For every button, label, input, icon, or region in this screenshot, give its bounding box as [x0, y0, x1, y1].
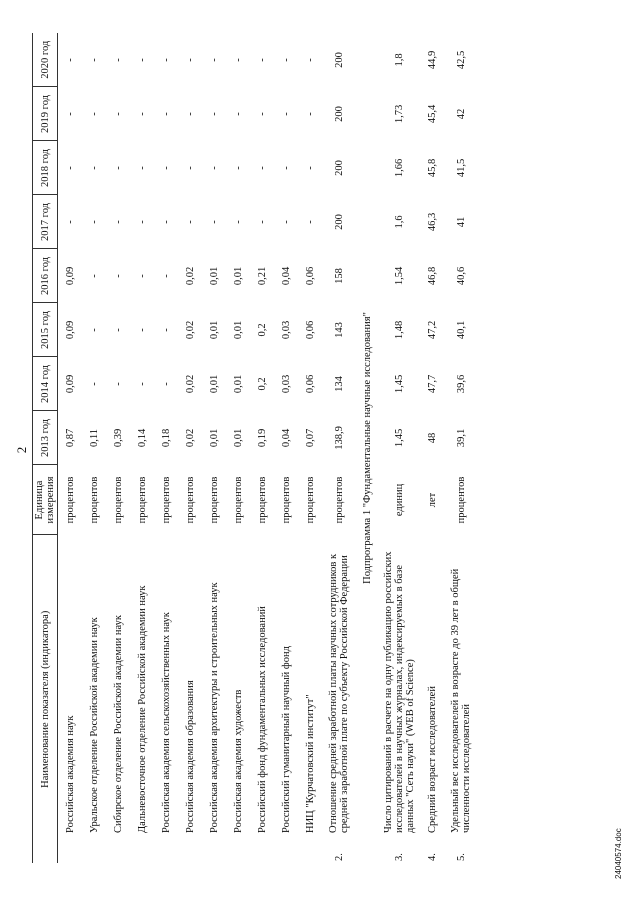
header-year: 2016 год [33, 249, 58, 303]
row-name: Уральское отделение Российской академии наук [88, 617, 100, 833]
row-value: - [184, 220, 196, 224]
row-number [250, 835, 274, 863]
row-value: - [232, 112, 244, 116]
row-value: - [64, 58, 76, 62]
table-row [202, 33, 226, 863]
row-number [82, 835, 106, 863]
row-value: 0,14 [136, 428, 148, 448]
row-value: - [184, 58, 196, 62]
row-value: 39,6 [455, 374, 467, 394]
row-value: - [160, 382, 172, 386]
row-value: - [232, 166, 244, 170]
row-value: 1,45 [393, 428, 405, 448]
row-value: - [208, 58, 220, 62]
row-value: - [88, 112, 100, 116]
header-year: 2017 год [33, 195, 58, 249]
row-value: 47,2 [426, 320, 438, 340]
row-number [178, 835, 202, 863]
row-number [58, 835, 83, 863]
row-value: - [184, 166, 196, 170]
header-year: 2014 год [33, 357, 58, 411]
row-value: 42 [455, 108, 467, 120]
row-value: - [160, 220, 172, 224]
row-unit: процентов [88, 476, 100, 524]
table-row [58, 33, 83, 863]
table-row [378, 33, 420, 863]
row-number [298, 835, 322, 863]
table-row [322, 33, 356, 863]
row-value: 134 [333, 376, 345, 392]
row-value: - [112, 274, 124, 278]
table-row [226, 33, 250, 863]
row-value: - [88, 166, 100, 170]
row-value: 1,6 [393, 215, 405, 229]
row-value: - [256, 58, 268, 62]
row-value: 0,09 [64, 266, 76, 286]
table-row [130, 33, 154, 863]
row-unit: процентов [112, 476, 124, 524]
row-name: Число цитирований в расчете на одну публикацию российских исследователей в научных журналах, индексируемых в базе данных "Сеть науки" (WEB of Science) [382, 551, 416, 833]
row-value: 0,2 [256, 323, 268, 337]
indicators-table [32, 33, 478, 863]
row-value: - [160, 58, 172, 62]
row-value: - [136, 328, 148, 332]
row-unit: единиц [393, 483, 405, 517]
header-year: 2015 год [33, 303, 58, 357]
table-row [178, 33, 202, 863]
row-value: 45,4 [426, 104, 438, 124]
row-unit: процентов [208, 476, 220, 524]
row-value: 40,1 [455, 320, 467, 340]
subprogram-section [356, 33, 378, 863]
row-value: 44,9 [426, 50, 438, 70]
row-name: Российский фонд фундаментальных исследований [256, 606, 268, 833]
row-value: 0,2 [256, 377, 268, 391]
table-row [82, 33, 106, 863]
row-name: Российский гуманитарный научный фонд [280, 646, 292, 833]
row-value: - [64, 166, 76, 170]
header-unit: Единица измерения [33, 465, 58, 535]
row-value: - [136, 220, 148, 224]
row-value: 0,39 [112, 428, 124, 448]
row-name: Российская академия сельскохозяйственных наук [160, 612, 172, 833]
row-value: 1,8 [393, 53, 405, 67]
row-value: - [88, 328, 100, 332]
row-value: - [160, 166, 172, 170]
row-value: 0,03 [280, 374, 292, 394]
row-name: НИЦ "Курчатовский институт" [304, 694, 316, 833]
row-value: 0,87 [64, 428, 76, 448]
row-value: 0,21 [256, 266, 268, 286]
row-value: 0,02 [184, 320, 196, 340]
row-value: - [232, 58, 244, 62]
row-number: 4. [426, 853, 438, 861]
row-value: 158 [333, 268, 345, 284]
table-row [420, 33, 444, 863]
row-value: 0,09 [64, 320, 76, 340]
row-value: 0,02 [184, 266, 196, 286]
row-value: 1,45 [393, 374, 405, 394]
row-value: - [160, 112, 172, 116]
row-unit: процентов [455, 476, 467, 524]
row-value: - [136, 112, 148, 116]
row-value: - [304, 112, 316, 116]
row-value: - [88, 274, 100, 278]
row-value: 0,04 [280, 266, 292, 286]
subprogram-title: Подпрограмма 1 "Фундаментальные научные исследования" [361, 312, 373, 584]
row-value: 0,18 [160, 428, 172, 448]
row-value: - [304, 166, 316, 170]
row-value: - [280, 220, 292, 224]
row-value: - [280, 58, 292, 62]
row-value: - [208, 166, 220, 170]
row-number: 5. [455, 853, 467, 861]
row-value: 1,54 [393, 266, 405, 286]
row-value: 39,1 [455, 428, 467, 448]
row-value: 45,8 [426, 158, 438, 178]
row-value: 0,01 [208, 266, 220, 286]
row-value: 46,8 [426, 266, 438, 286]
row-value: 0,06 [304, 266, 316, 286]
row-value: - [136, 58, 148, 62]
header-year: 2018 год [33, 141, 58, 195]
row-value: - [160, 274, 172, 278]
row-value: 0,11 [88, 428, 100, 447]
row-value: - [112, 220, 124, 224]
row-value: - [136, 382, 148, 386]
row-name: Российская академия наук [64, 715, 76, 833]
row-unit: процентов [160, 476, 172, 524]
row-value: 200 [333, 160, 345, 176]
row-value: - [256, 112, 268, 116]
table-row [250, 33, 274, 863]
row-value: - [256, 166, 268, 170]
row-value: 46,3 [426, 212, 438, 232]
row-value: 0,01 [208, 320, 220, 340]
row-value: 200 [333, 52, 345, 68]
row-name: Дальневосточное отделение Российской академии наук [136, 585, 148, 833]
row-name: Российская академия архитектуры и строительных наук [208, 582, 220, 833]
table-row [444, 33, 478, 863]
row-number [106, 835, 130, 863]
row-value: - [280, 166, 292, 170]
row-value: 0,19 [256, 428, 268, 448]
row-value: - [160, 328, 172, 332]
row-name: Российская академия образования [184, 680, 196, 833]
row-value: 138,9 [333, 426, 345, 450]
row-value: - [88, 220, 100, 224]
row-unit: лет [426, 492, 438, 508]
row-value: 1,73 [393, 104, 405, 124]
rotated-page [10, 15, 630, 885]
row-value: - [64, 220, 76, 224]
row-value: - [112, 166, 124, 170]
row-name: Отношение средней заработной платы научных сотрудников к средней заработной плате по субъекту Российской Федерации [328, 553, 351, 833]
row-value: 0,07 [304, 428, 316, 448]
table-row [274, 33, 298, 863]
row-value: 0,01 [208, 428, 220, 448]
row-value: 0,01 [232, 266, 244, 286]
row-unit: процентов [280, 476, 292, 524]
row-value: 0,06 [304, 374, 316, 394]
row-number [202, 835, 226, 863]
row-value: - [136, 166, 148, 170]
row-value: 48 [426, 432, 438, 444]
row-value: - [208, 112, 220, 116]
row-unit: процентов [184, 476, 196, 524]
table-row [298, 33, 322, 863]
row-value: 0,03 [280, 320, 292, 340]
row-number: 3. [393, 853, 405, 861]
row-value: - [304, 58, 316, 62]
header-row [33, 33, 58, 863]
row-value: 47,7 [426, 374, 438, 394]
row-value: - [112, 328, 124, 332]
row-value: - [256, 220, 268, 224]
row-unit: процентов [136, 476, 148, 524]
row-value: 143 [333, 322, 345, 338]
row-number [274, 835, 298, 863]
row-value: - [88, 382, 100, 386]
table-row [106, 33, 130, 863]
row-unit: процентов [256, 476, 268, 524]
row-value: - [112, 382, 124, 386]
row-value: 1,66 [393, 158, 405, 178]
row-value: 0,02 [184, 428, 196, 448]
row-value: - [88, 58, 100, 62]
row-unit: процентов [64, 476, 76, 524]
table-row [154, 33, 178, 863]
row-value: - [184, 112, 196, 116]
row-value: 0,01 [208, 374, 220, 394]
row-value: 42,5 [455, 50, 467, 70]
row-value: 41 [455, 216, 467, 228]
row-name: Средний возраст исследователей [426, 686, 438, 833]
row-value: 41,5 [455, 158, 467, 178]
row-value: 40,6 [455, 266, 467, 286]
row-unit: процентов [304, 476, 316, 524]
row-value: 200 [333, 106, 345, 122]
row-value: 0,09 [64, 374, 76, 394]
page-number: 2 [14, 446, 29, 454]
row-value: - [208, 220, 220, 224]
row-number: 2. [333, 853, 345, 861]
row-name: Российская академия художеств [232, 689, 244, 833]
row-value: 200 [333, 214, 345, 230]
header-year: 2020 год [33, 33, 58, 87]
row-unit: процентов [232, 476, 244, 524]
table-body-2 [378, 33, 478, 863]
row-value: 0,06 [304, 320, 316, 340]
row-number [130, 835, 154, 863]
row-value: 0,01 [232, 374, 244, 394]
row-number [154, 835, 178, 863]
row-value: 0,04 [280, 428, 292, 448]
row-name: Удельный вес исследователей в возрасте до 39 лет в общей численности исследователей [450, 568, 473, 833]
row-value: - [136, 274, 148, 278]
row-value: - [112, 58, 124, 62]
header-year: 2013 год [33, 411, 58, 465]
row-value: 0,01 [232, 320, 244, 340]
header-name: Наименование показателя (индикатора) [33, 535, 58, 863]
row-value: - [232, 220, 244, 224]
row-number [226, 835, 250, 863]
footer-doc-code: 24040574.doc [614, 828, 623, 879]
row-value: 0,01 [232, 428, 244, 448]
row-value: - [64, 112, 76, 116]
row-value: - [304, 220, 316, 224]
table-body [58, 33, 357, 863]
row-value: - [112, 112, 124, 116]
row-unit: процентов [333, 476, 345, 524]
row-value: 0,02 [184, 374, 196, 394]
row-name: Сибирское отделение Российской академии наук [112, 615, 124, 833]
row-value: - [280, 112, 292, 116]
subprogram-row [356, 33, 378, 863]
row-value: 1,48 [393, 320, 405, 340]
header-year: 2019 год [33, 87, 58, 141]
